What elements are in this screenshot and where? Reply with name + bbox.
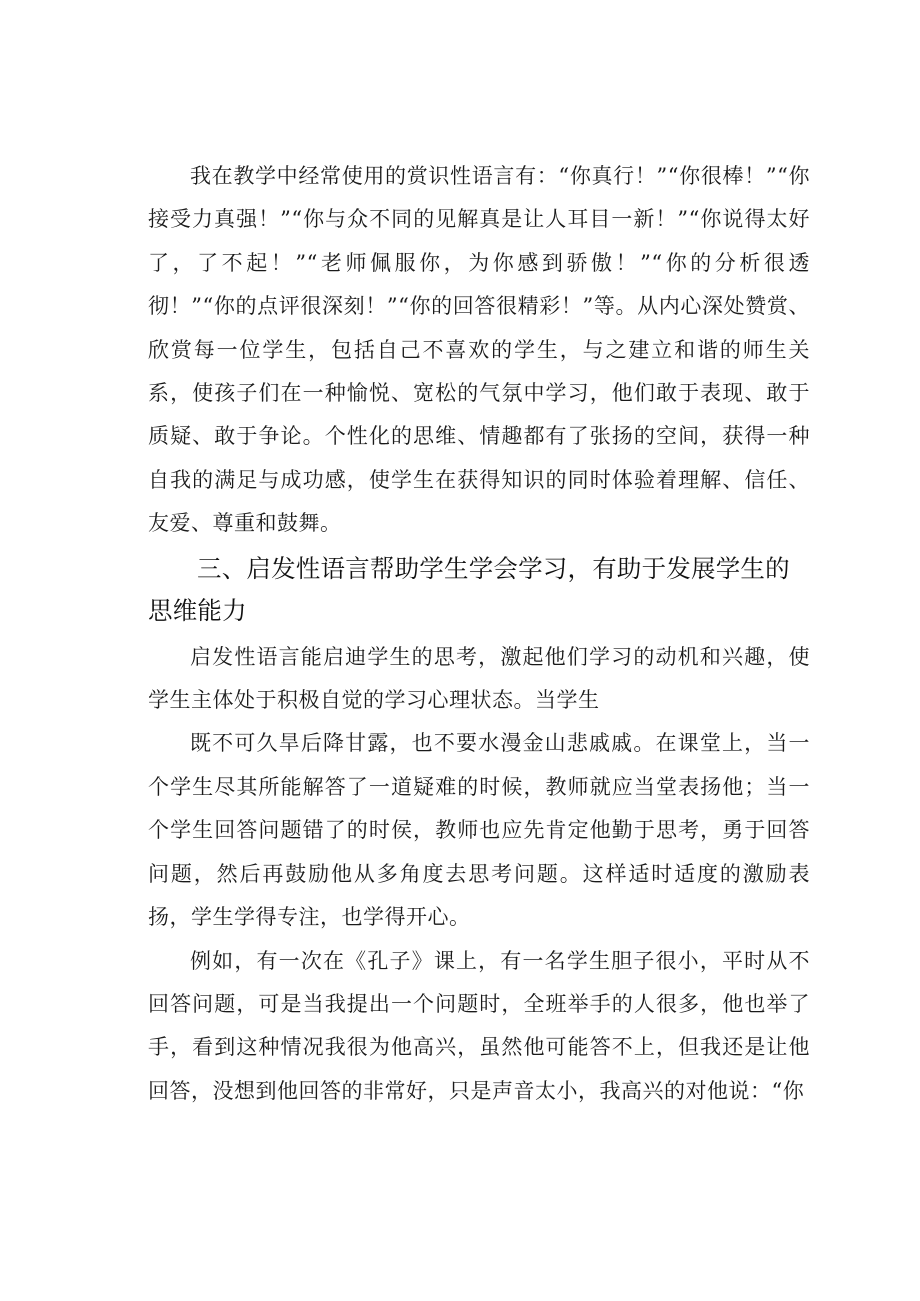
paragraph-praise-language: 我在教学中经常使用的赏识性语言有：“你真行！”“你很棒！”“你接受力真强！”“你与众不同的见解真是让人耳目一新！”“你说得太好了，了不起！”“老师佩服你，为你感到骄傲！”“你的分析很透彻！”“你的点评很深刻！”“你的回答很精彩！”等。从内心深处赞赏、欣赏每一位学生，包括自己不喜欢的学生，与之建立和谐的师生关系，使孩子们在一种愉悦、宽松的气氛中学习，他们敢于表现、敢于质疑、敢于争论。个性化的思维、情趣都有了张扬的空间，获得一种自我的满足与成功感，使学生在获得知识的同时体验着理解、信任、友爱、尊重和鼓舞。 <box>148 164 810 536</box>
paragraph-inspiring-language: 启发性语言能启迪学生的思考，激起他们学习的动机和兴趣，使学生主体处于积极自觉的学习心理状态。当学生 <box>148 644 810 713</box>
section-heading-three: 三、启发性语言帮助学生学会学习，有助于发展学生的思维能力 <box>148 553 790 625</box>
paragraph-example-confucius: 例如，有一次在《孔子》课上，有一名学生胆子很小，平时从不回答问题，可是当我提出一个问题时，全班举手的人很多，他也举了手，看到这种情况我很为他高兴，虽然他可能答不上，但我还是让他回答，没想到他回答的非常好，只是声音太小，我高兴的对他说：“你 <box>148 948 810 1103</box>
paragraph-timely-praise: 既不可久旱后降甘露，也不要水漫金山悲戚戚。在课堂上，当一个学生尽其所能解答了一道疑难的时候，教师就应当堂表扬他；当一个学生回答问题错了的时侯，教师也应先肯定他勤于思考，勇于回答问题，然后再鼓励他从多角度去思考问题。这样适时适度的激励表扬，学生学得专注，也学得开心。 <box>148 731 810 930</box>
document-page <box>148 155 810 1113</box>
